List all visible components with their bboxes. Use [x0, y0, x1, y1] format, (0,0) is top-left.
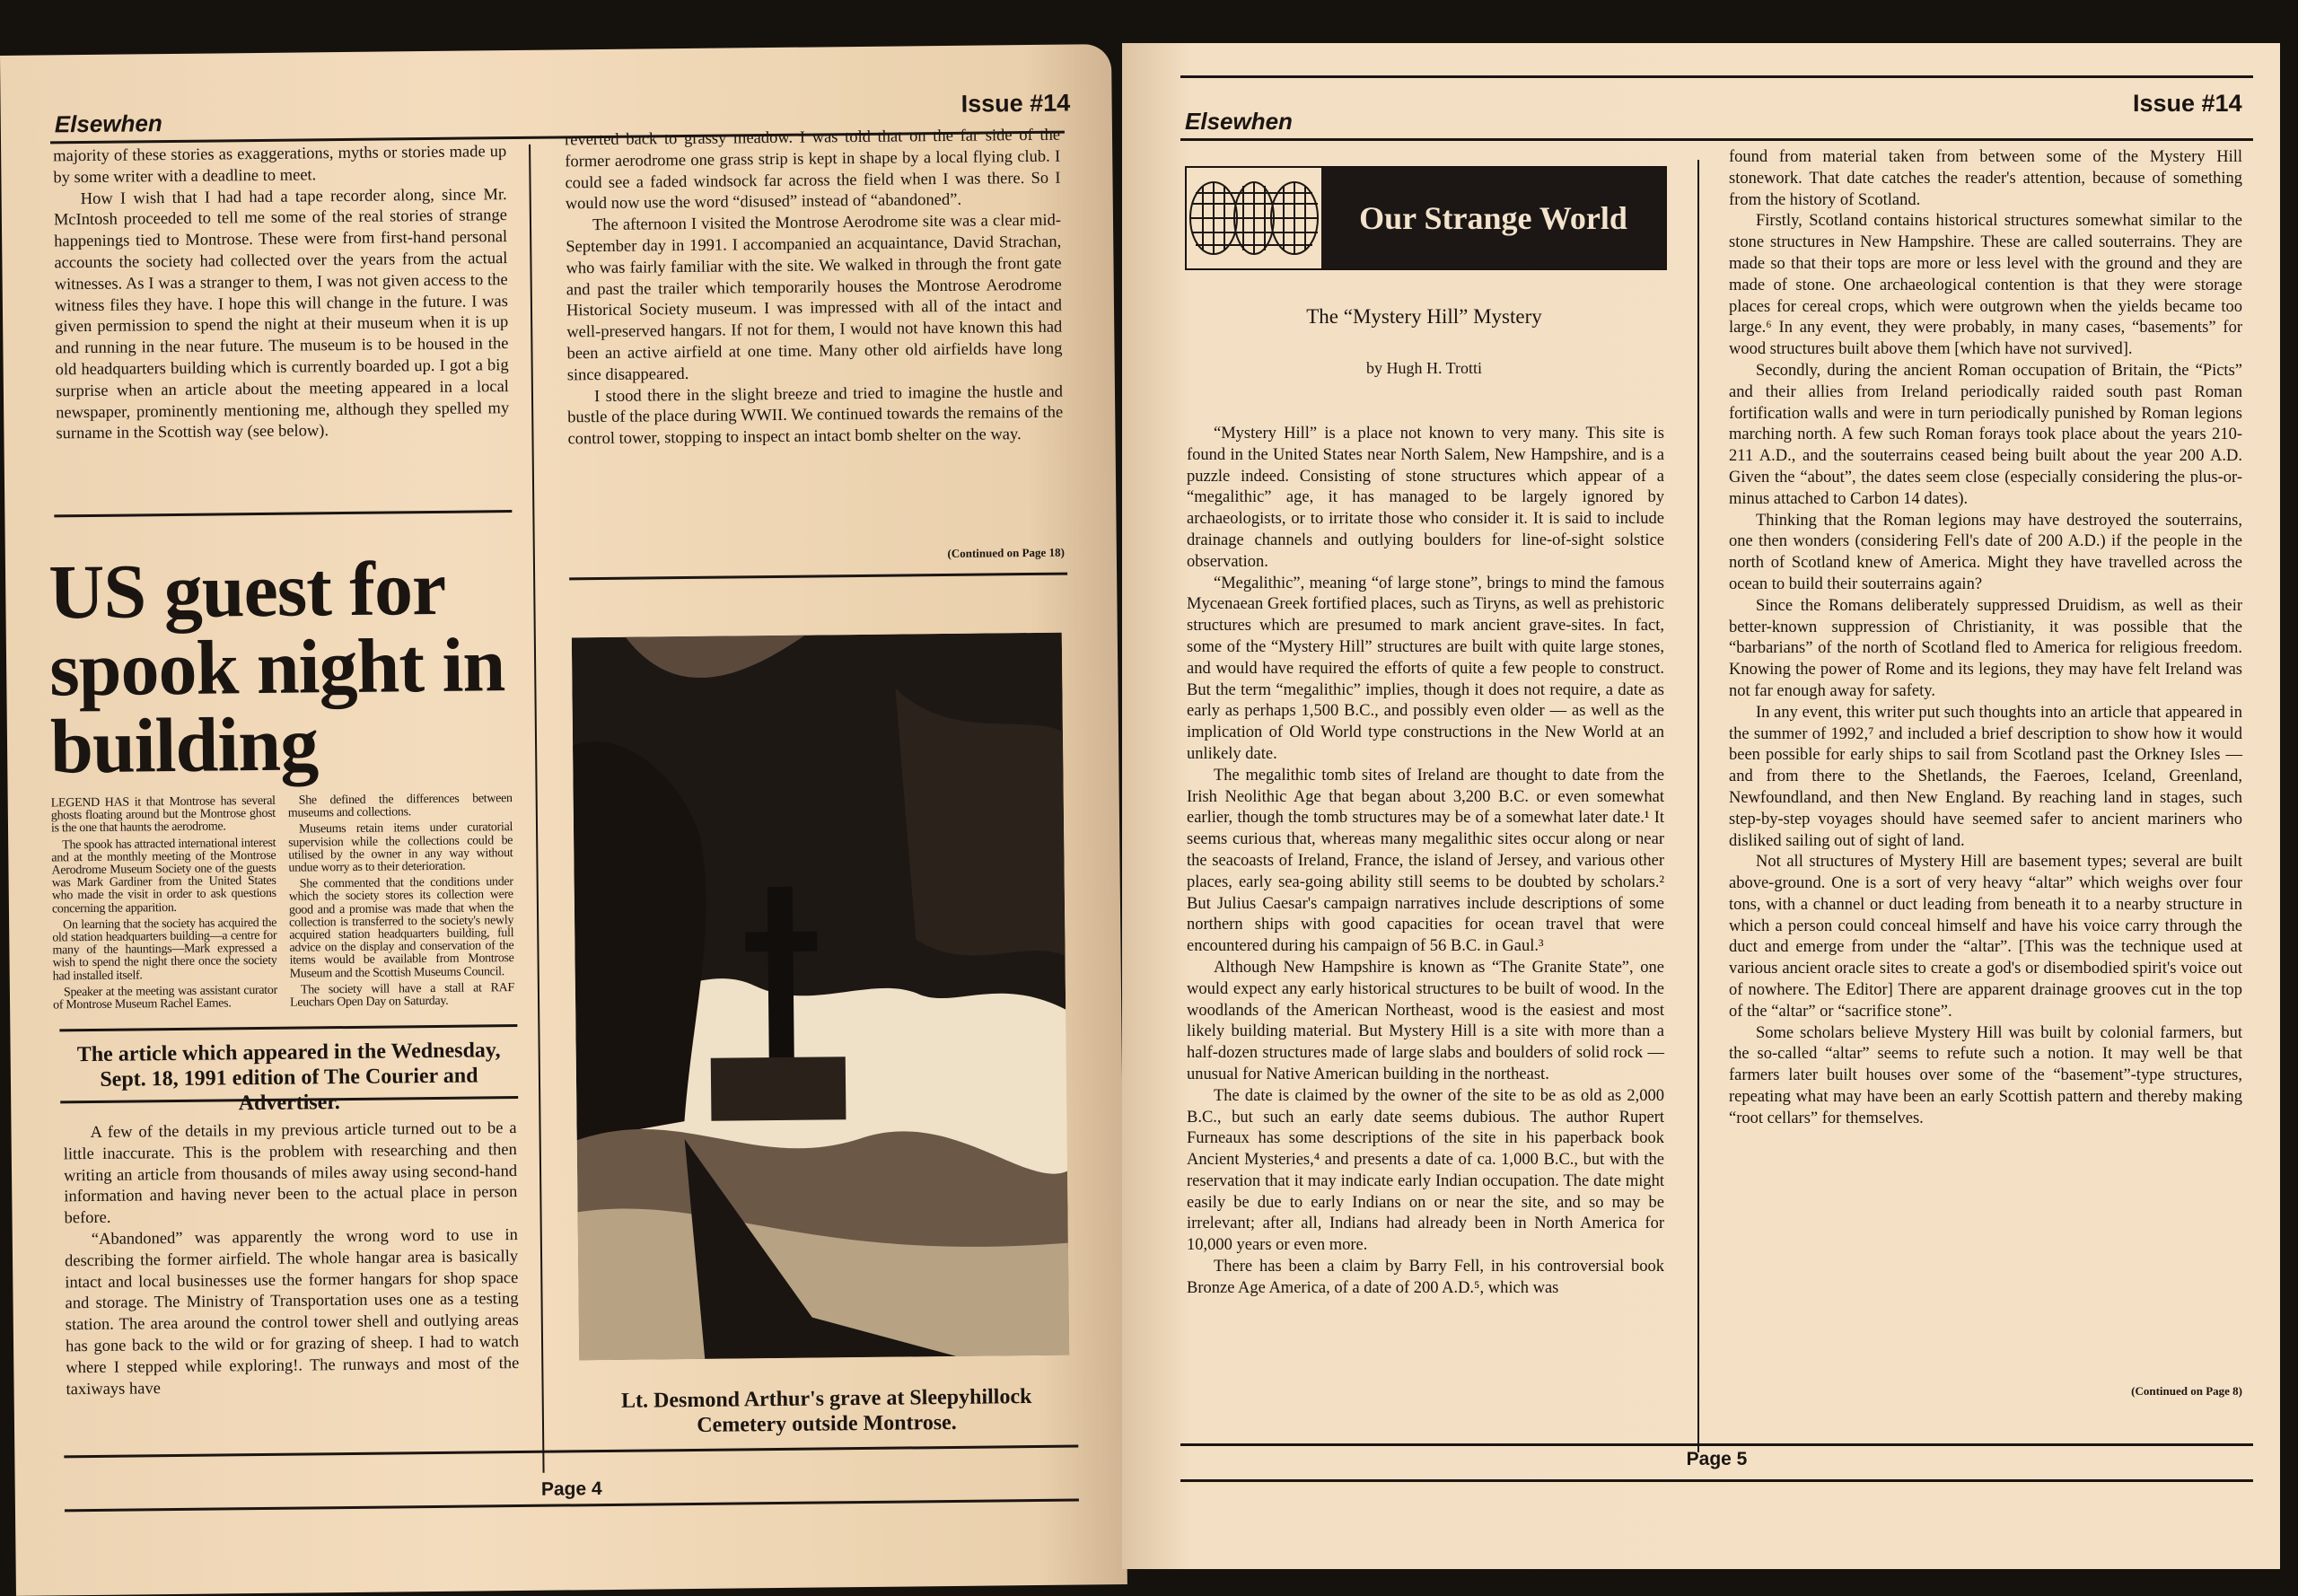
byline: by Hugh H. Trotti — [1365, 359, 1483, 377]
column1-lower-text — [63, 1118, 519, 1401]
paragraph: The date is claimed by the owner of the site to be as old as 2,000 B.C., but such an early date seems dubious. The author Rupert Furneaux has some descriptions of the site in his paperback book Ancient Mysteries,⁴ and presents a date of ca. 1,000 B.C., but with the reservation that it may indicate early Indian occupation. The date might easily be due to early Indians on or near the site, and so may be irrelevant; after all, Indians had already been in North America for 10,000 years or even more. — [1187, 1086, 1664, 1255]
column2-text — [565, 126, 1064, 452]
clipping-paragraph: She commented that the conditions under which the society stores its collection were good and a promise was made that when the collection is transferred to the society's newly acquired station headquarters building, full advice on the display and conservation of the items would be available from Montrose Museum and the Scottish Museums Council. — [288, 875, 514, 981]
paragraph: Thinking that the Roman legions may have destroyed the souterrains, one then wonders (considering Fell's date of 200 A.D.) if the people in the north of Scotland knew of America. Might they have travelled across the ocean to build their souterrains again? — [1729, 511, 2242, 593]
paragraph: Not all structures of Mystery Hill are basement types; several are built above-ground. One is a sort of very heavy “altar” which weighs over four tons, with a channel or duct leading from beneath it to a nearby structure in which a person could conceal himself and have his voice carry through the duct and emerge from under the “altar”. [This was the technique used at various ancient oracle sites to create a god's or disembodied spirit's voice out of nowhere. The Editor] There are apparent drainage grooves cut in the top of the “altar” or “sacrifice stone”. — [1729, 853, 2242, 1021]
paragraph: There has been a claim by Barry Fell, in his controversial book Bronze Age America, of a date of 200 A.D.⁵, which was — [1187, 1258, 1664, 1297]
paragraph: Since the Romans deliberately suppressed Druidism, as well as their better-known suppression of Christianity, it was possible that the “barbarians” of the north of Scotland fled to America for religious freedom. Knowing the power of Rome and its legions, they may have felt Ireland was not far enough away for safety. — [1729, 596, 2242, 700]
clipping-paragraph: The society will have a stall at RAF Leuchars Open Day on Saturday. — [289, 980, 514, 1010]
newspaper-clipping — [48, 544, 520, 1016]
section-banner — [1185, 166, 1667, 270]
footer-rule — [1180, 1479, 2253, 1482]
publication-name: Elsewhen — [54, 110, 162, 138]
paragraph: How I wish that I had had a tape recorder along, since Mr. McIntosh proceeded to tell me some of the real stories of strange happenings tied to Montrose. These were from first-hand personal accounts the society had collected over the years from the actual witnesses. As I was a stranger to them, I was not given access to the witness files they have. I hope this will change in the future. I was given permission to spend the night at their museum when it is up and running in the near future. The museum is to be housed in the old headquarters building which is currently boarded up. I got a big surprise when an article about the meeting appeared in a local newspaper, prominently mentioning me, although they spelled my surname in the Scottish way (see below). — [53, 185, 510, 443]
paragraph: found from material taken from between some of the Mystery Hill stonework. That date catches the reader's attention, because of something from the history of Scotland. — [1729, 148, 2242, 209]
header-rule — [1180, 75, 2253, 78]
footer-rule — [64, 1445, 1078, 1459]
clipping-paragraph: The spook has attracted international interest and at the monthly meeting of the Montrose Aerodrome Museum Society one of the guests was Mark Gardiner from the United States who made the visit in order to ask questions concerning the apparition. — [51, 836, 276, 916]
paragraph: I stood there in the slight breeze and tried to imagine the hustle and bustle of the place during WWII. We continued towards the remains of the control tower, stopping to inspect an intact bomb shelter on the way. — [567, 382, 1064, 449]
photo-caption: Lt. Desmond Arthur's grave at Sleepyhillock Cemetery outside Montrose. — [620, 1385, 1032, 1437]
paragraph: The afternoon I visited the Montrose Aerodrome site was a clear mid-September day in 1991. I accompanied an acquaintance, David Strachan, who was fairly familiar with the site. We walked in through the front gate and past the trailer which temporarily houses the Montrose Aerodrome Historical Society museum. I was impressed with all of the intact and well-preserved hangars. If not for them, I would not have known this had been an active airfield at one time. Many other old airfields have long since disappeared. — [566, 211, 1063, 385]
paragraph: The megalithic tomb sites of Ireland are thought to date from the Irish Neolithic Age that began about 3,200 B.C. or even somewhat earlier, though the tomb structures may be of a somewhat later date.¹ It seems curious that, whereas many megalithic sites occur along or near the seacoasts of Ireland, France, the island of Jersey, and various other places, early sea-going ability still seems to be doubted by scholars.² But Julius Caesar's campaign narratives include descriptions of some northern ships with good capacities for ocean travel that were encountered during his campaign of 56 B.C. in Gaul.³ — [1187, 766, 1664, 956]
paragraph: “Mystery Hill” is a place not known to very many. This site is found in the United States near North Salem, New Hampshire, and is a puzzle indeed. Consisting of stone structures which appear of a “megalithic” age, it has managed to be largely ignored by archaeologists, or to irritate those who consider it. It is said to include drainage channels and outlying boulders for line-of-sight solstice observation. — [1187, 425, 1664, 571]
left-page — [0, 44, 1127, 1596]
section-rule — [54, 510, 512, 517]
right-page — [1122, 43, 2280, 1569]
clipping-caption: The article which appeared in the Wednesday, Sept. 18, 1991 edition of The Courier and Advertiser. — [76, 1039, 501, 1116]
article-title: The “Mystery Hill” Mystery — [1306, 305, 1542, 328]
paragraph: A few of the details in my previous article turned out to be a little inaccurate. This is the problem with researching and then writing an article from thousands of miles away using second-hand information and having never been to the actual place in person before. — [63, 1119, 518, 1228]
grave-photo — [572, 633, 1069, 1361]
paragraph: Firstly, Scotland contains historical structures somewhat similar to the stone structures in New Hampshire. These are called souterrains. They are made so that their tops are more or less level with the ground and they are made of stone. One archaeological contention is that they were storage places for cereal crops, which were outgrown when the yields became too large.⁶ In any event, they were probably, in many cases, “basements” for wood structures built above them [which have not survived]. — [1729, 212, 2242, 359]
issue-number: Issue #14 — [960, 89, 1071, 118]
issue-number: Issue #14 — [2133, 90, 2242, 117]
paragraph: majority of these stories as exaggerations, myths or stories made up by some writer with a deadline to meet. — [53, 143, 507, 188]
footer-rule — [1180, 1443, 2253, 1446]
paragraph: Secondly, during the ancient Roman occupation of Britain, the “Picts” and their allies from Ireland periodically raided south past Roman fortification walls and were in turn periodically punished by Roman legions marching north. A few such Roman forays took place about the years 210-211 A.D., and the souterrains ceased being built about the year 200 A.D. Given the “about”, the dates seem close (especially considering the plus-or-minus attached to Carbon 14 dates). — [1729, 361, 2242, 508]
article-column-2 — [1729, 147, 2242, 1130]
paragraph: “Abandoned” was apparently the wrong word to use in describing the former airfield. The whole hangar area is basically intact and local businesses use the former hangars for shop space and storage. The Ministry of Transportation uses one as a testing station. The area around the control tower shell and outlying areas has gone back to the wild or for grazing of sheep. I had to watch where I stepped while exploring!. The runways and most of the taxiways have — [64, 1226, 520, 1399]
clipping-headline: US guest for spook night in building — [48, 544, 505, 790]
paragraph: Some scholars believe Mystery Hill was built by colonial farmers, but the so-called “altar” seems to refute such a notion. It may well be that farmers later built houses over some of the “basement”-type structures, repeating what may have been an early Scottish pattern and thereby making “root cellars” for themselves. — [1729, 1023, 2242, 1127]
clipping-column-1 — [51, 795, 278, 1016]
banner-title: Our Strange World — [1321, 168, 1665, 268]
column1-text — [53, 142, 509, 445]
continued-note: (Continued on Page 8) — [2131, 1384, 2242, 1398]
paragraph: “Megalithic”, meaning “of large stone”, brings to mind the famous Mycenaean Greek fortified places, such as Tiryns, as well as prehistoric structures which are presumed to mark ancient grave-sites. In fact, some of the “Mystery Hill” structures are built with quite large stones, and would have required the efforts of quite a few people to construct. But the term “megalithic” implies, though it does not require, a date as early as perhaps 1,500 B.C., and possibly even older — as well as the implication of Old World type constructions in the New World at an unlikely date. — [1187, 574, 1664, 763]
paragraph: Although New Hampshire is known as “The Granite State”, one would expect any early historical structures to be built of wood. In the woodlands of the American Northeast, wood is the easiest and most likely building material. But Mystery Hill is a site with more than a half-dozen structures made of large slabs and boulders of solid rock — unusual for Native American building in the northeast. — [1187, 958, 1664, 1083]
paragraph: reverted back to grassy meadow. I was told that on the far side of the former aerodrome one grass strip is kept in shape by a local flying club. I could see a faded windsock far across the field when I was there. So I would now use the word “disused” instead of “abandoned”. — [564, 126, 1061, 214]
publication-name: Elsewhen — [1185, 108, 1293, 135]
section-rule — [569, 573, 1067, 581]
section-rule — [59, 1024, 517, 1031]
column-divider — [1697, 160, 1699, 1452]
column-divider — [529, 145, 544, 1473]
header-rule — [1180, 138, 2253, 141]
clipping-column-2 — [288, 793, 515, 1013]
page-number: Page 4 — [540, 1478, 602, 1500]
clipping-paragraph: On learning that the society has acquired the old station headquarters building—a centre for many of the hauntings—Mark expressed a wish to spend the night there once the society had installed itself. — [52, 916, 277, 984]
page-number: Page 5 — [1686, 1449, 1748, 1469]
article-column-1 — [1187, 424, 1664, 1300]
clipping-paragraph: LEGEND HAS it that Montrose has several ghosts floating around but the Montrose ghost is the one that haunts the aerodrome. — [50, 794, 276, 836]
clipping-paragraph: Museums retain items under curatorial supervision while the collections could be utilised by the owner in any way without undue worry as to their deterioration. — [288, 820, 513, 875]
continued-note: (Continued on Page 18) — [947, 545, 1065, 560]
globe-map-icon — [1187, 168, 1321, 268]
clipping-paragraph: Speaker at the meeting was assistant curator of Montrose Museum Rachel Eames. — [53, 983, 277, 1013]
paragraph: In any event, this writer put such thoughts into an article that appeared in the summer of 1992,⁷ and included a brief description to show how it would been possible for early ships to sail from Scotland past the Orkney Isles — and from there to the Shetlands, the Faeroes, Iceland, Greenland, Newfoundland, and then New England. By reaching land in stages, such step-by-step voyages should have seemed safer to ancient mariners who disliked sailing out of sight of land. — [1729, 703, 2242, 850]
clipping-paragraph: She defined the differences between museums and collections. — [287, 792, 513, 820]
